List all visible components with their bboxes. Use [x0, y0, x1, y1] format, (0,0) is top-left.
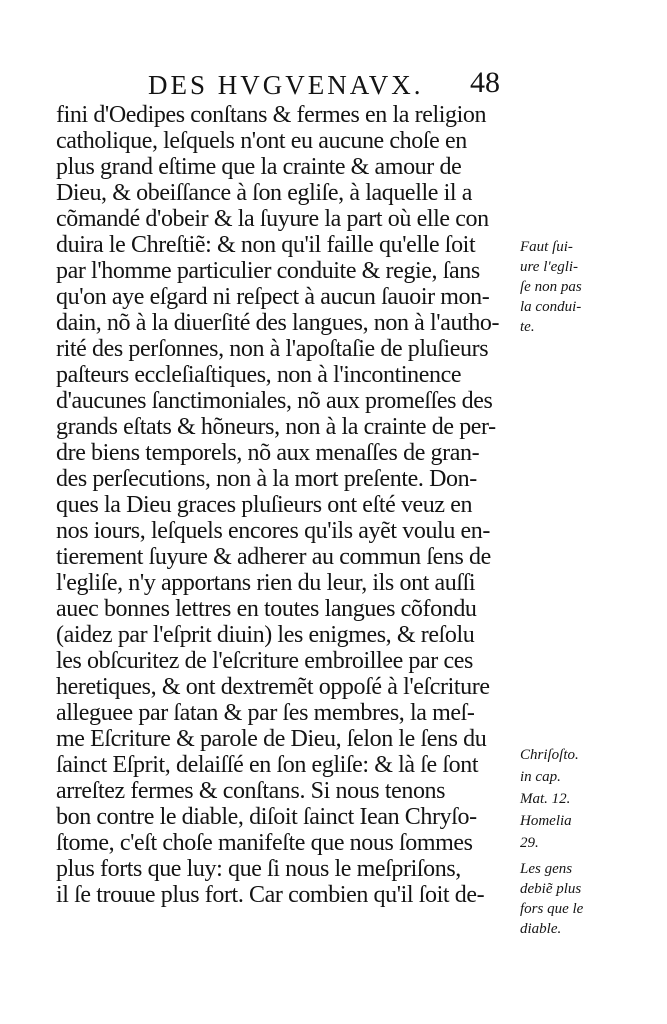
text-line: qu'on aye eſgard ni reſpect à aucun ſauoir mon- [56, 284, 490, 310]
text-line: des perſecutions, non à la mort preſente. Don- [56, 466, 477, 492]
page-number: 48 [470, 66, 500, 99]
text-line: les obſcuritez de l'eſcriture embroillee par ces [56, 648, 473, 674]
text-line: dre biens temporels, nõ aux menaſſes de gran- [56, 440, 480, 466]
text-line: grands eſtats & hõneurs, non à la crainte de per- [56, 414, 496, 440]
margin-note-line: Mat. 12. [520, 791, 571, 807]
margin-note-line: Les gens [520, 861, 573, 877]
text-line: plus grand eſtime que la crainte & amour de [56, 154, 462, 180]
margin-note-line: la condui- [520, 299, 582, 315]
text-line: il ſe trouue plus fort. Car combien qu'il ſoit de- [56, 882, 485, 908]
text-line: (aidez par l'eſprit diuin) les enigmes, & reſolu [56, 622, 475, 648]
text-line: ques la Dieu graces pluſieurs ont eſté veuz en [56, 492, 473, 518]
margin-note-line: ſe non pas [520, 279, 582, 295]
text-line: par l'homme particulier conduite & regie, ſans [56, 258, 480, 284]
margin-note-line: Chriſoſto. [520, 747, 579, 763]
text-line: tierement ſuyure & adherer au commun ſens de [56, 544, 491, 570]
text-line: ſtome, c'eſt choſe manifeſte que nous ſommes [56, 830, 473, 856]
text-line: bon contre le diable, diſoit ſainct Iean Chryſo- [56, 804, 477, 830]
text-line: arreſtez fermes & conſtans. Si nous tenons [56, 778, 446, 804]
text-line: ſainct Eſprit, delaiſſé en ſon egliſe: & là ſe ſont [56, 752, 479, 778]
margin-note-line: Faut ſui- [520, 239, 573, 255]
text-line: heretiques, & ont dextremẽt oppoſé à l'eſcriture [56, 674, 490, 700]
text-line: me Eſcriture & parole de Dieu, ſelon le ſens du [56, 726, 487, 752]
margin-note-line: diable. [520, 921, 562, 937]
text-line: alleguee par ſatan & par ſes membres, la meſ- [56, 700, 475, 726]
margin-note-line: ure l'egli- [520, 259, 579, 275]
text-line: Dieu, & obeiſſance à ſon egliſe, à laquelle il a [56, 180, 472, 206]
margin-note-line: debiẽ plus [520, 881, 582, 897]
text-line: duira le Chreſtiẽ: & non qu'il faille qu'elle ſoit [56, 232, 476, 258]
text-line: catholique, leſquels n'ont eu aucune choſe en [56, 128, 467, 154]
text-line: auec bonnes lettres en toutes langues cõfondu [56, 596, 477, 622]
text-line: d'aucunes ſanctimoniales, nõ aux promeſſes des [56, 388, 493, 414]
running-head: DES HVGVENAVX. [148, 70, 424, 100]
margin-note-line: in cap. [520, 769, 561, 785]
text-line: plus forts que luy: que ſi nous le meſpriſons, [56, 856, 461, 882]
margin-note-line: fors que le [520, 901, 584, 917]
margin-note-line: te. [520, 319, 535, 335]
margin-note-line: Homelia [520, 813, 572, 829]
margin-note-line: 29. [520, 835, 539, 851]
text-line: cõmandé d'obeir & la ſuyure la part où elle con [56, 206, 489, 232]
text-line: l'egliſe, n'y apportans rien du leur, ils ont auſſi [56, 570, 476, 596]
text-line: fini d'Oedipes conſtans & fermes en la religion [56, 102, 487, 128]
text-line: dain, nõ à la diuerſité des langues, non à l'autho- [56, 310, 500, 336]
text-line: nos iours, leſquels encores qu'ils ayẽt voulu en- [56, 518, 490, 544]
text-line: rité des perſonnes, non à l'apoſtaſie de pluſieurs [56, 336, 489, 362]
text-line: paſteurs eccleſiaſtiques, non à l'incontinence [56, 362, 462, 388]
